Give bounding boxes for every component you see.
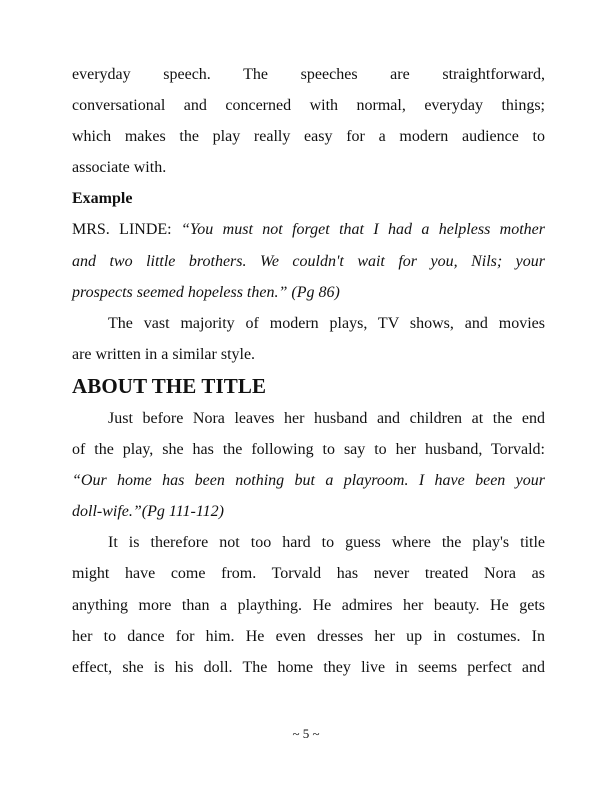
quote-line: doll-wife.”(Pg 111-112) (72, 503, 224, 521)
quote-line (72, 214, 545, 245)
quote-line: “Our home has been nothing but a playroom. I have been your (72, 472, 545, 490)
body-text-line: which makes the play really easy for a modern audience to (72, 128, 545, 146)
body-text-line: Just before Nora leaves her husband and children at the end (108, 409, 545, 427)
body-text-line: It is therefore not too hard to guess where the play's title (108, 534, 545, 552)
speaker-name: MRS. LINDE: (72, 221, 181, 239)
body-text-line: The vast majority of modern plays, TV shows, and movies (108, 314, 545, 332)
body-text-line: effect, she is his doll. The home they live in seems perfect and (72, 658, 545, 676)
body-text-line: associate with. (72, 159, 167, 177)
body-text-line: are written in a similar style. (72, 345, 256, 363)
body-text-line: of the play, she has the following to say to her husband, Torvald: (72, 441, 545, 459)
section-heading: ABOUT THE TITLE (72, 373, 267, 398)
page-body (72, 59, 545, 683)
quote-text: “You must not forget that I had a helpless mother (180, 221, 545, 239)
body-text-line: everyday speech. The speeches are straightforward, (72, 66, 545, 83)
body-text-line: anything more than a plaything. He admires her beauty. He gets (72, 596, 545, 614)
quote-line: and two little brothers. We couldn't wait for you, Nils; your (72, 252, 545, 270)
body-text-line: might have come from. Torvald has never treated Nora as (72, 565, 545, 583)
example-label: Example (72, 190, 133, 208)
quote-line: prospects seemed hopeless then.” (Pg 86) (72, 283, 340, 301)
body-text-line: conversational and concerned with normal, everyday things; (72, 97, 545, 115)
page-number: ~ 5 ~ (292, 726, 320, 741)
body-text-line: her to dance for him. He even dresses her up in costumes. In (72, 627, 545, 645)
